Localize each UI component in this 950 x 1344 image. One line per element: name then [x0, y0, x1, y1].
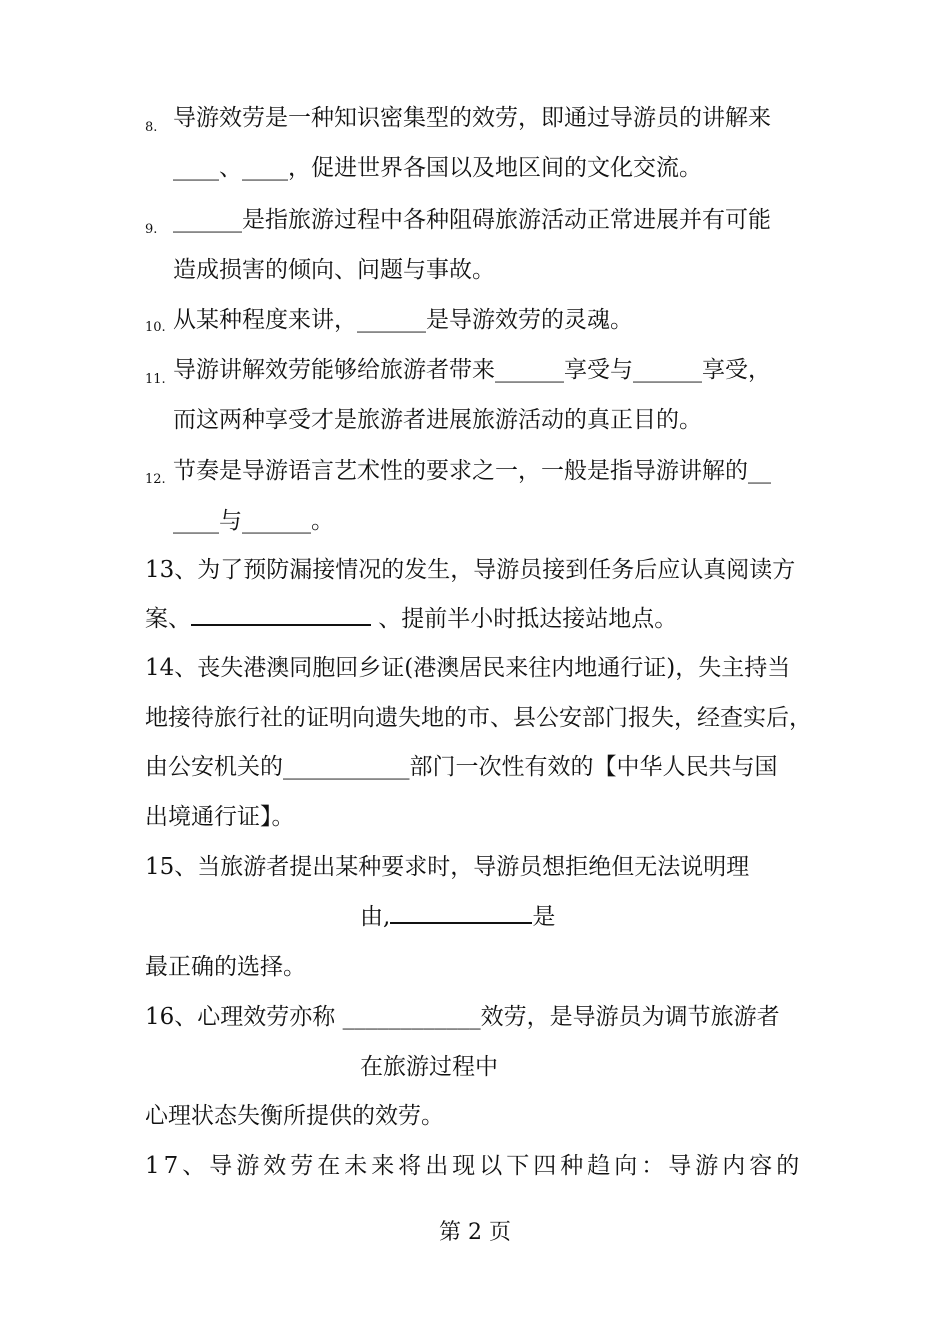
question-text: ____、____，促进世界各国以及地区间的文化交流。	[173, 155, 702, 181]
answer-blank	[191, 604, 371, 626]
question-text	[360, 902, 555, 932]
question-text: 最正确的选择。	[145, 954, 306, 980]
question-text: 17、导游效劳在未来将出现以下四种趋向：导游内容的	[145, 1153, 804, 1179]
question-text: 地接待旅行社的证明向遗失地的市、县公安部门报失，经查实后，	[145, 705, 812, 731]
text-fragment: 、提前半小时抵达接站地点。	[371, 606, 678, 632]
question-text: 从某种程度来讲，______是导游效劳的灵魂。	[173, 307, 633, 333]
question-text	[145, 604, 677, 634]
page-number: 第 2 页	[439, 1220, 511, 1245]
question-text: 出境通行证】。	[145, 804, 295, 830]
question-text: 14、丧失港澳同胞回乡证(港澳居民来往内地通行证)，失主持当	[145, 655, 791, 681]
question-text: ______是指旅游过程中各种阻碍旅游活动正常进展并有可能	[173, 207, 771, 233]
question-text: 节奏是导游语言艺术性的要求之一，一般是指导游讲解的__	[173, 458, 771, 484]
answer-blank	[390, 902, 532, 924]
question-number: 10.	[145, 320, 166, 335]
question-number: 12.	[145, 472, 166, 487]
question-text: 在旅游过程中	[360, 1054, 498, 1080]
text-fragment: 由,	[360, 904, 391, 930]
question-text: ____与______。	[173, 508, 334, 534]
question-text: 心理状态失衡所提供的效劳。	[145, 1103, 444, 1129]
question-text: 16、心理效劳亦称 ____________效劳，是导游员为调节旅游者	[145, 1004, 780, 1030]
question-text: 13、为了预防漏接情况的发生，导游员接到任务后应认真阅读方	[145, 557, 796, 583]
question-text: 由公安机关的___________部门一次性有效的【中华人民共与国	[145, 754, 778, 780]
question-text: 导游效劳是一种知识密集型的效劳，即通过导游员的讲解来	[173, 105, 771, 131]
text-fragment: 是	[532, 904, 556, 930]
text-fragment: 案、	[145, 606, 191, 632]
question-text: 15、当旅游者提出某种要求时，导游员想拒绝但无法说明理	[145, 854, 750, 880]
question-text: 导游讲解效劳能够给旅游者带来______享受与______享受，	[173, 357, 771, 383]
question-number: 11.	[145, 372, 166, 387]
question-text: 造成损害的倾向、问题与事故。	[173, 257, 495, 283]
question-number: 9.	[145, 222, 158, 237]
question-number: 8.	[145, 120, 158, 135]
question-text: 而这两种享受才是旅游者进展旅游活动的真正目的。	[173, 407, 702, 433]
